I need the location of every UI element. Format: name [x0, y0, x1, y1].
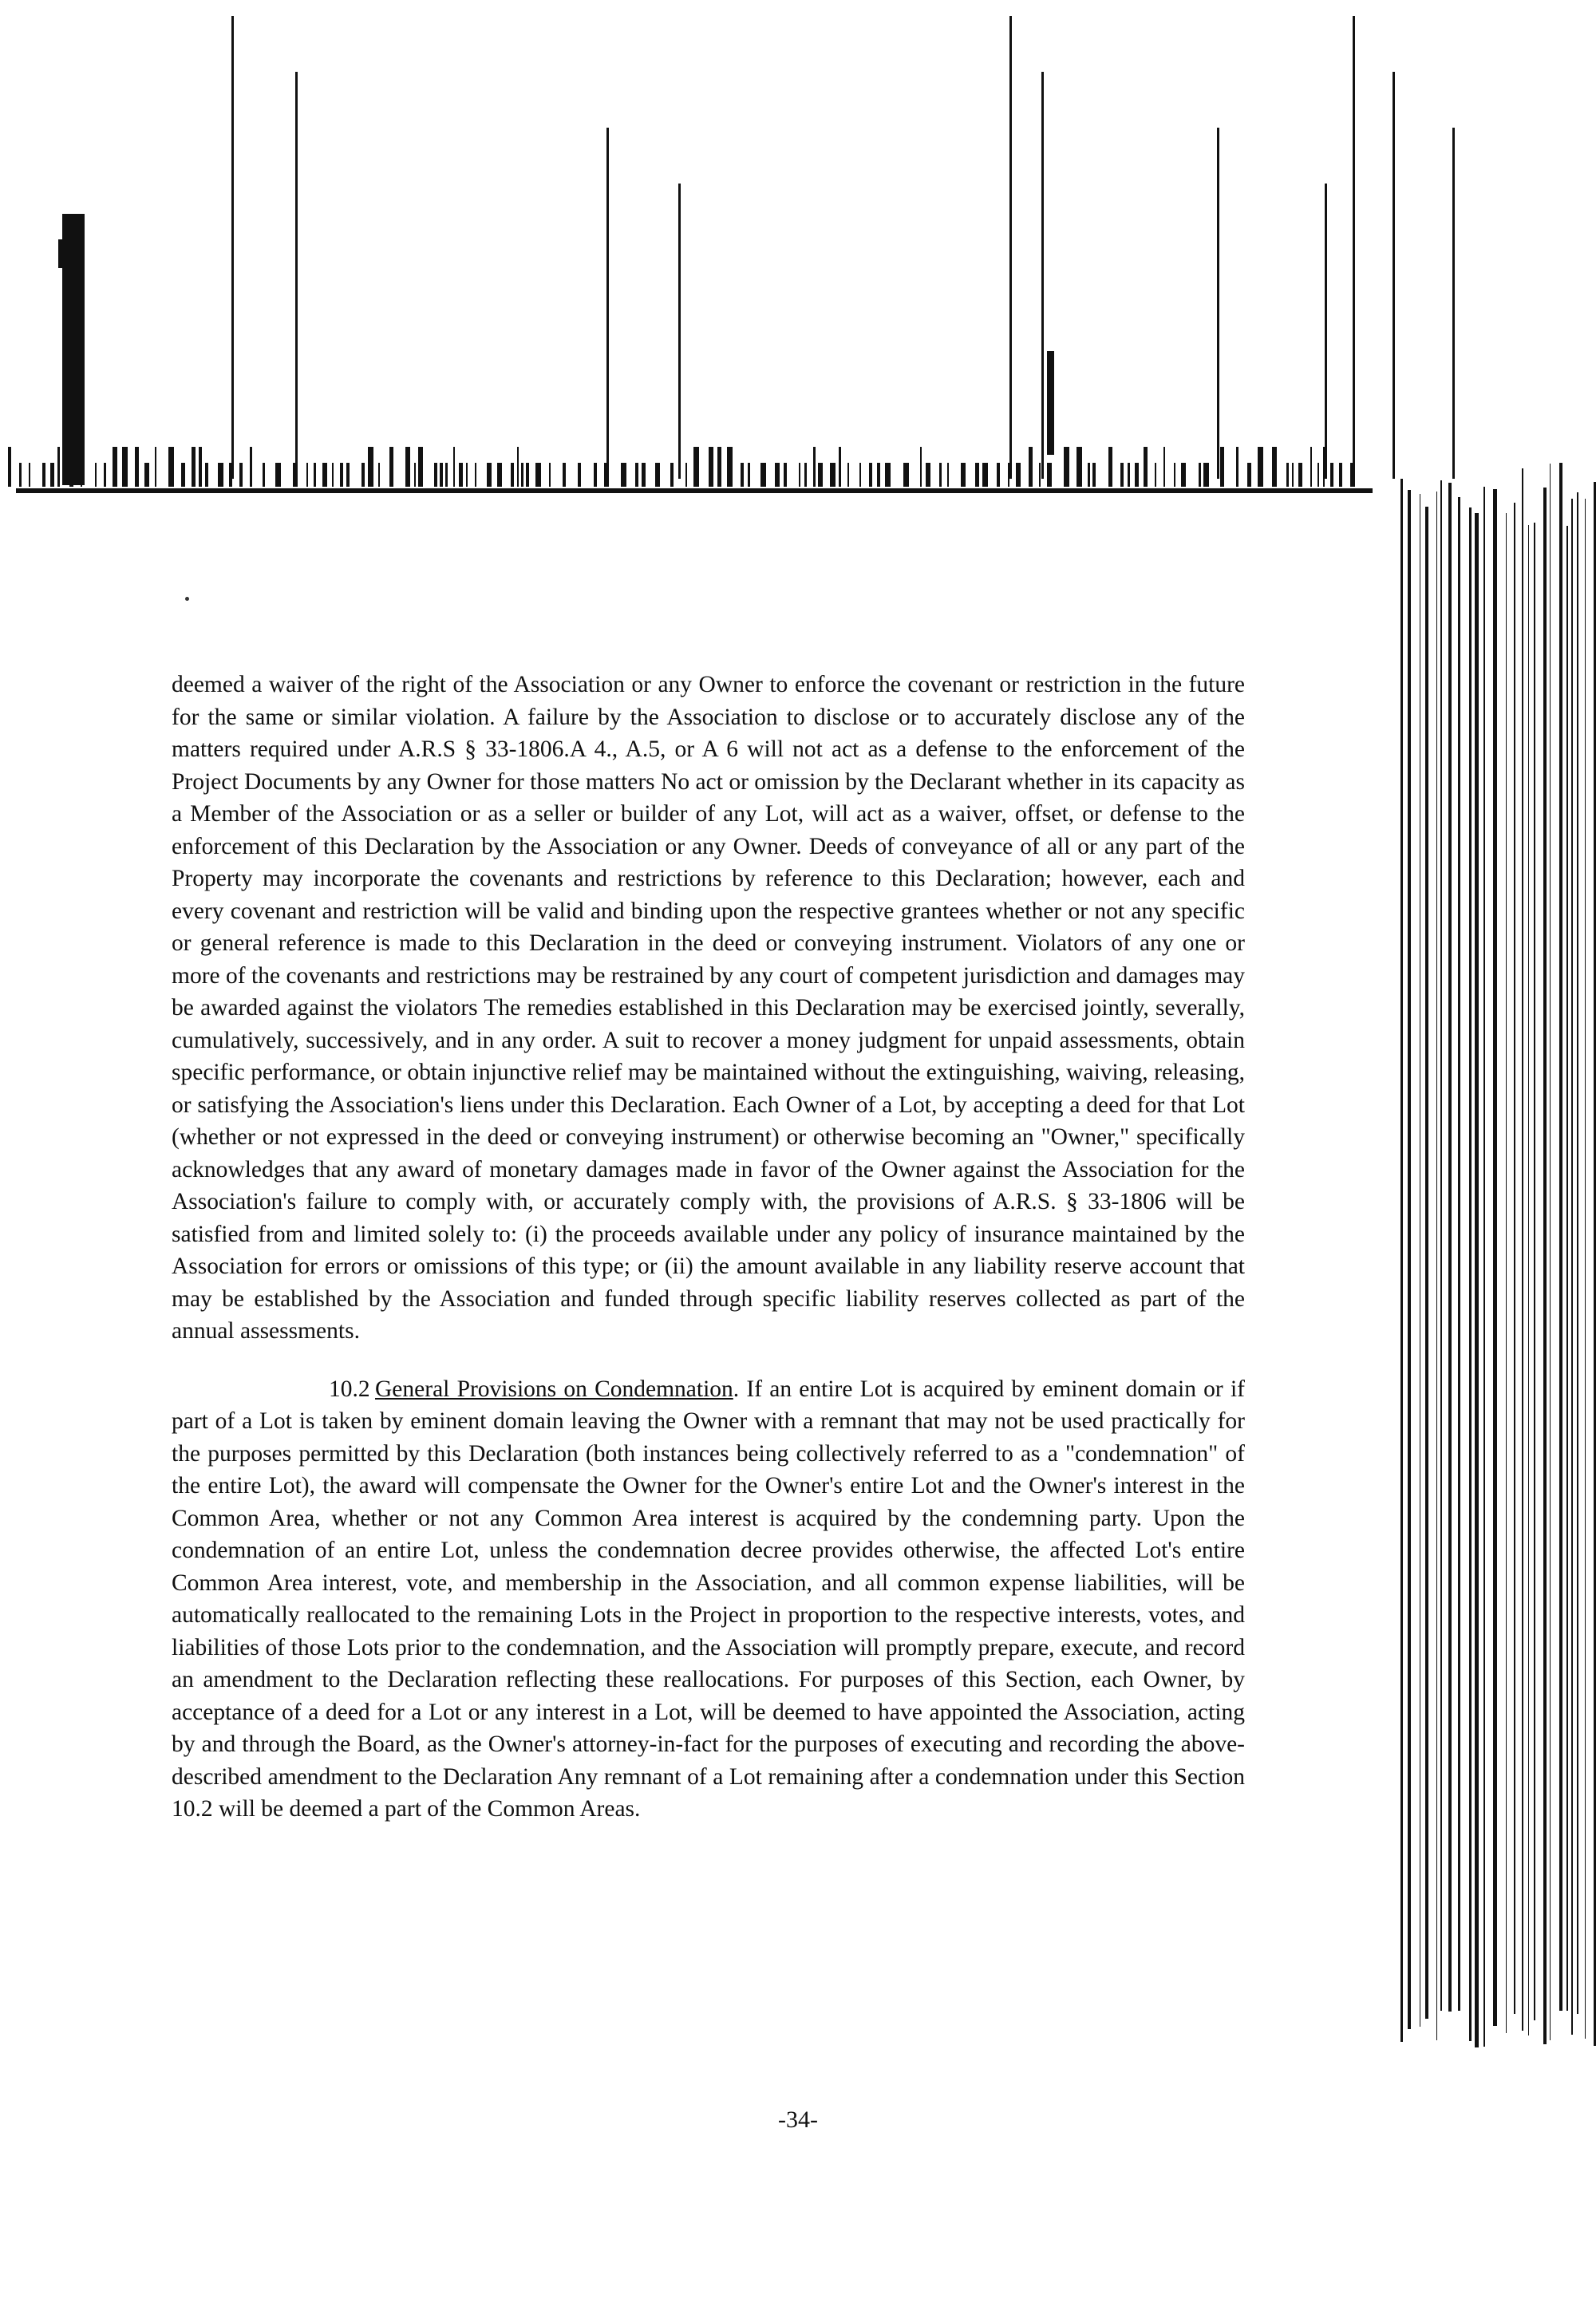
- paragraph-text: deemed a waiver of the right of the Association or any Owner to enforce the covenant or restriction in the future for the same or similar violation. A failure by the Association to disclose or to accurately disclose any of the matters required under A.R.S § 33-1806.A 4., A.5, or A 6 will not act as a defense to the enforcement of the Project Documents by any Owner for those matters No act or omission by the Declarant whether in its capacity as a Member of the Association or as a seller or builder of any Lot, will act as a waiver, offset, or defense to the enforcement of this Declaration by the Association or any Owner. Deeds of conveyance of all or any part of the Property may incorporate the covenants and restrictions by reference to this Declaration; however, each and every covenant and restriction will be valid and binding upon the respective grantees whether or not any specific or general reference is made to this Declaration in the deed or conveying instrument. Violators of any one or more of the covenants and restrictions may be restrained by any court of competent jurisdiction and damages may be awarded against the violators The remedies established in this Declaration may be exercised jointly, severally, cumulatively, successively, and in any order. A suit to recover a money judgment for unpaid assessments, obtain specific performance, or obtain injunctive relief may be maintained without the extinguishing, waiving, releasing, or satisfying the Association's liens under this Declaration. Each Owner of a Lot, by accepting a deed for that Lot (whether or not expressed in the deed or conveying instrument) or otherwise becoming an "Owner," specifically acknowledges that any award of monetary damages made in favor of the Owner against the Association for the Association's failure to comply with, or accurately comply with, the provisions of A.R.S. § 33-1806 will be satisfied from and limited solely to: (i) the proceeds available under any policy of insurance maintained by the Association for errors or omissions of this type; or (ii) the amount available in any liability reserve account that may be established by the Association and funded through specific liability reserves collected as part of the annual assessments.: [172, 672, 1245, 1344]
- page-number: -34-: [778, 2106, 818, 2133]
- document-body: [172, 669, 1245, 1826]
- paragraph-waiver: [172, 669, 1245, 1348]
- section-number: 10.2: [329, 1376, 370, 1402]
- stray-mark: [185, 597, 189, 601]
- section-heading: General Provisions on Condemnation: [375, 1376, 733, 1402]
- paragraph-text: . If an entire Lot is acquired by eminent domain or if part of a Lot is taken by eminent domain leaving the Owner with a remnant that may not be used practically for the purposes permitted by this Declaration (both instances being collectively referred to as a "condemnation" of the entire Lot), the award will compensate the Owner for the Owner's entire Lot and the Owner's interest in the Common Area, whether or not any Common Area interest is acquired by the condemning party. Upon the condemnation of an entire Lot, unless the condemnation decree provides otherwise, the affected Lot's entire Common Area interest, vote, and membership in the Association, and all common expense liabilities, will be automatically reallocated to the remaining Lots in the Project in proportion to the respective interests, votes, and liabilities of those Lots prior to the condemnation, and the Association will promptly prepare, execute, and record an amendment to the Declaration reflecting these reallocations. For purposes of this Section, each Owner, by acceptance of a deed for a Lot or any interest in a Lot, will be deemed to have appointed the Association, acting by and through the Board, as the Owner's attorney-in-fact for the purposes of executing and recording the above-described amendment to the Declaration Any remnant of a Lot remaining after a condemnation under this Section 10.2 will be deemed a part of the Common Areas.: [172, 1376, 1245, 1822]
- right-edge-bars: [1400, 463, 1596, 2047]
- paragraph-condemnation: [172, 1373, 1245, 1826]
- barcode-strip: [8, 16, 1455, 493]
- registration-marks: [58, 214, 85, 485]
